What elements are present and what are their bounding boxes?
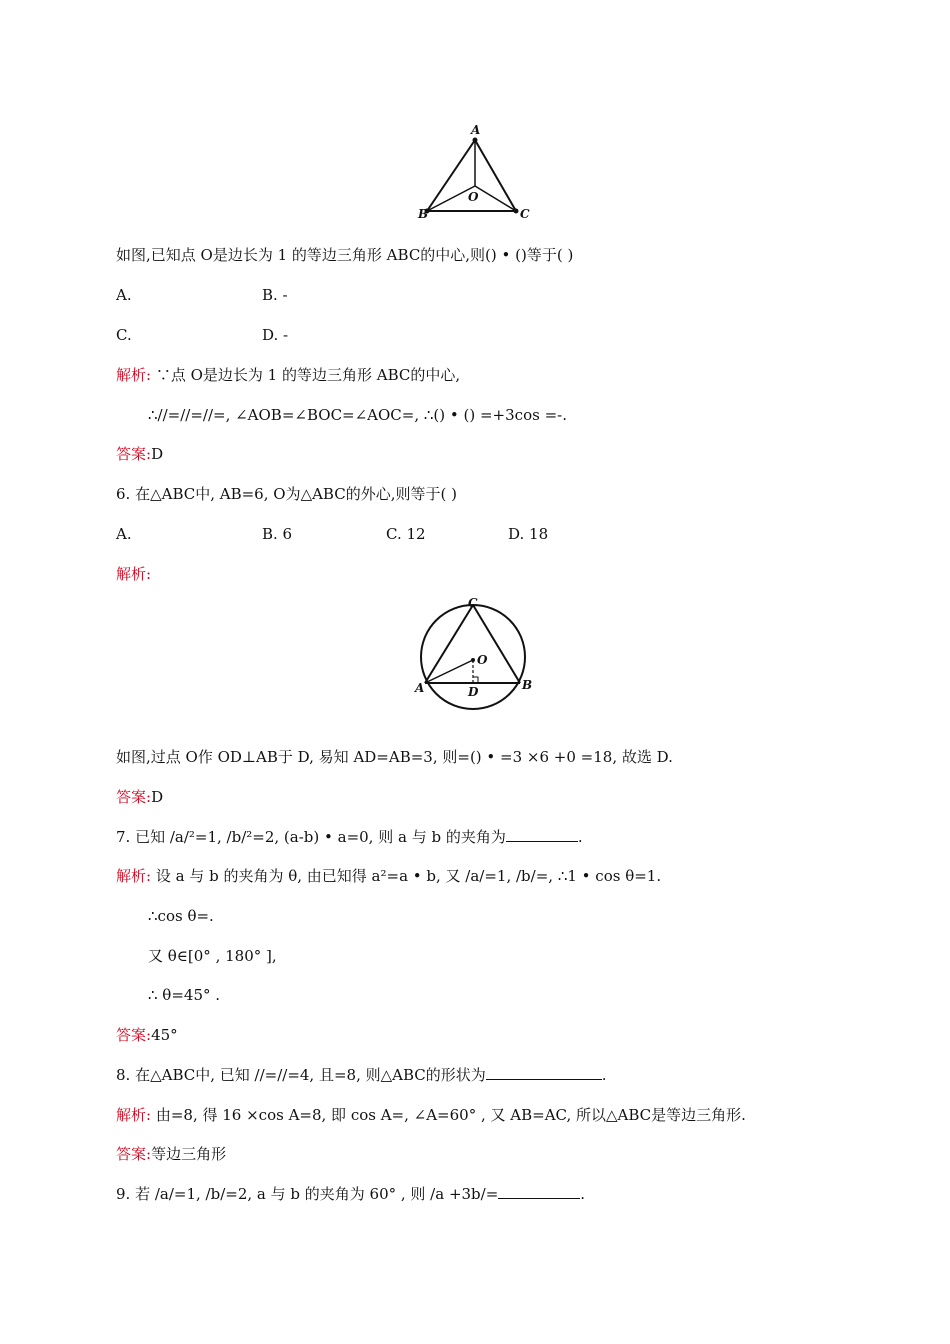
triangle-center-figure xyxy=(410,118,540,226)
label-c: C xyxy=(468,596,478,610)
q9-stem-end: . xyxy=(580,1185,586,1203)
q6-option-c: C. 12 xyxy=(386,525,426,543)
q5-option-c: C. xyxy=(116,326,132,344)
analysis-label: 解析: xyxy=(116,867,152,885)
analysis-text: ∵点 O是边长为 1 的等边三角形 ABC的中心, xyxy=(151,366,461,384)
answer-label: 答案: xyxy=(116,1145,152,1163)
label-o: O xyxy=(477,653,488,667)
answer-label: 答案: xyxy=(116,788,152,806)
answer-value: 等边三角形 xyxy=(151,1145,227,1163)
q6-option-d: D. 18 xyxy=(508,525,549,543)
q8-stem xyxy=(116,1065,607,1085)
analysis-label: 解析: xyxy=(116,366,152,384)
answer-value: 45° xyxy=(151,1026,178,1044)
q8-answer-blank xyxy=(486,1065,602,1080)
point-o xyxy=(471,658,475,662)
analysis-text: 设 a 与 b 的夹角为 θ, 由已知得 a²=a • b, 又 /a/=1, /b/=, ∴1 • cos θ=1. xyxy=(151,867,662,885)
q5-stem: 如图,已知点 O是边长为 1 的等边三角形 ABC的中心,则() • ()等于( ) xyxy=(116,246,574,264)
answer-label: 答案: xyxy=(116,1026,152,1044)
answer-value: D xyxy=(151,445,164,463)
q5-option-b: B. - xyxy=(262,286,288,304)
q5-analysis-line2: ∴//=//=//=, ∠AOB=∠BOC=∠AOC=, ∴() • () =+3cos =-. xyxy=(148,406,567,424)
q9-answer-blank xyxy=(498,1184,580,1199)
q5-answer xyxy=(116,444,163,464)
label-o: O xyxy=(468,190,479,204)
q7-stem xyxy=(116,827,583,847)
q7-analysis-line3: 又 θ∈[0° , 180° ], xyxy=(148,947,277,965)
label-c: C xyxy=(520,207,530,221)
q5-option-d: D. - xyxy=(262,326,289,344)
q6-option-b: B. 6 xyxy=(262,525,293,543)
point-c xyxy=(514,209,519,214)
label-b: B xyxy=(418,207,429,221)
answer-label: 答案: xyxy=(116,445,152,463)
q9-stem xyxy=(116,1184,585,1204)
q7-answer-blank xyxy=(506,827,578,842)
label-b: B xyxy=(522,678,533,692)
q7-analysis-line2: ∴cos θ=. xyxy=(148,907,214,925)
analysis-text: 由=8, 得 16 ×cos A=8, 即 cos A=, ∠A=60° , 又 AB=AC, 所以△ABC是等边三角形. xyxy=(151,1106,746,1124)
q8-answer xyxy=(116,1144,226,1164)
side-ac xyxy=(475,140,516,211)
analysis-label: 解析: xyxy=(116,1106,152,1124)
q7-answer xyxy=(116,1025,178,1045)
answer-value: D xyxy=(151,788,164,806)
label-a: A xyxy=(415,681,425,695)
q6-analysis-label: 解析: xyxy=(116,565,152,583)
side-bc xyxy=(473,605,520,683)
label-d: D xyxy=(468,685,479,699)
q7-stem-text: 7. 已知 /a/²=1, /b/²=2, (a-b) • a=0, 则 a 与 b 的夹角为 xyxy=(116,828,506,846)
q8-stem-end: . xyxy=(601,1066,607,1084)
q6-analysis-line: 如图,过点 O作 OD⊥AB于 D, 易知 AD=AB=3, 则=() • =3 ×6 +0 =18, 故选 D. xyxy=(116,748,673,766)
q8-stem-text: 8. 在△ABC中, 已知 //=//=4, 且=8, 则△ABC的形状为 xyxy=(116,1066,486,1084)
q7-analysis-line4: ∴ θ=45° . xyxy=(148,986,221,1004)
q5-analysis xyxy=(116,365,460,385)
q6-answer xyxy=(116,787,163,807)
circumcircle-figure xyxy=(410,596,540,718)
q5-option-a: A. xyxy=(116,286,132,304)
q6-option-a: A. xyxy=(116,525,132,543)
q7-stem-end: . xyxy=(577,828,583,846)
label-a: A xyxy=(471,123,481,137)
q8-analysis xyxy=(116,1105,746,1125)
point-a xyxy=(473,138,478,143)
q7-analysis xyxy=(116,866,661,886)
q9-stem-text: 9. 若 /a/=1, /b/=2, a 与 b 的夹角为 60° , 则 /a +3b/= xyxy=(116,1185,499,1203)
q6-stem: 6. 在△ABC中, AB=6, O为△ABC的外心,则等于( ) xyxy=(116,485,457,503)
